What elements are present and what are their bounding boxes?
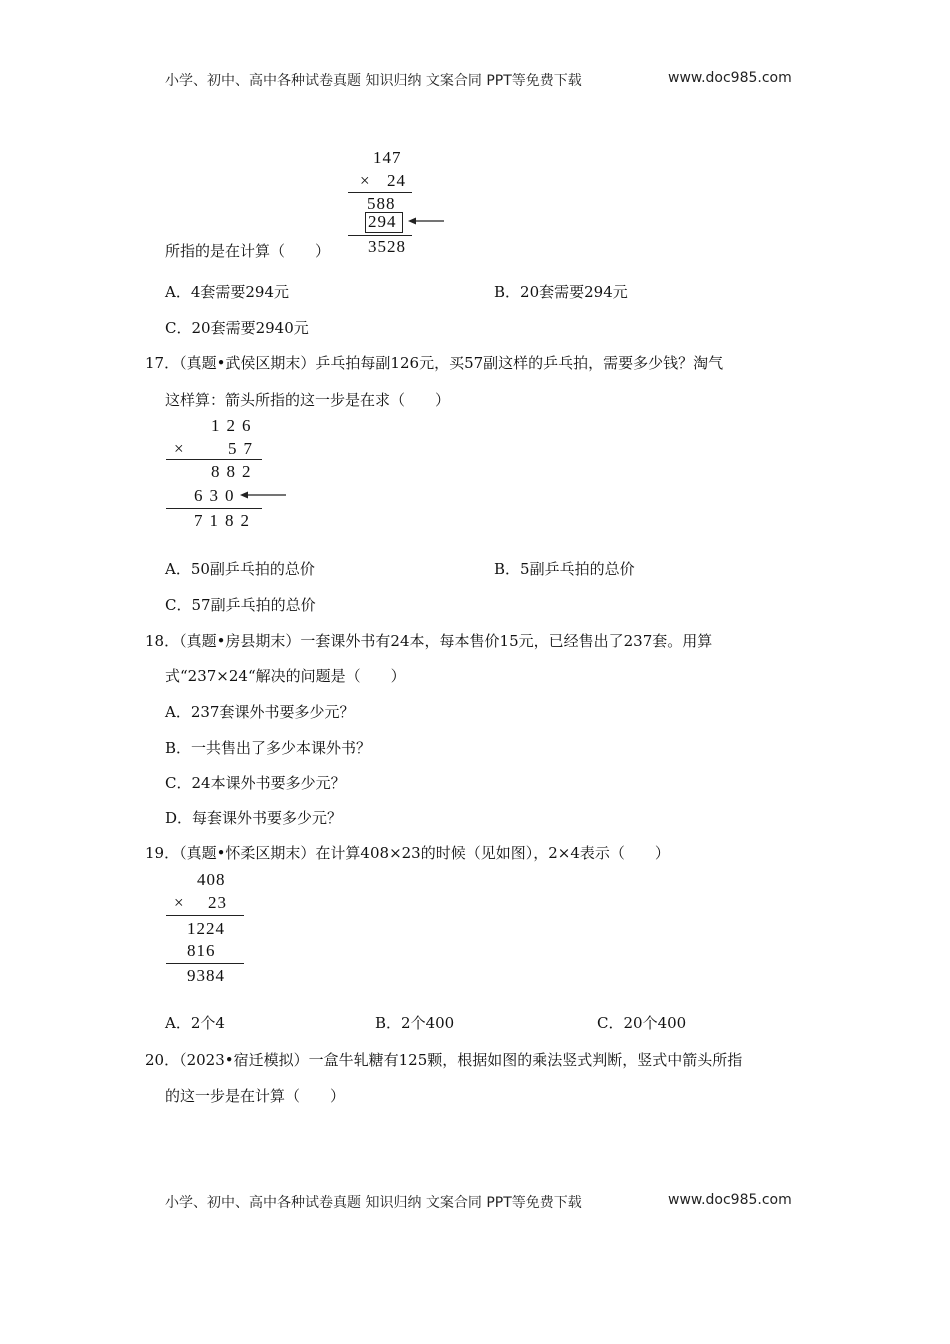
q19-option-b[interactable]: B．2个400 xyxy=(375,1014,455,1032)
q17-stem-line2: 这样算：箭头所指的这一步是在求（ ） xyxy=(165,391,451,409)
q18-option-b[interactable]: B．一共售出了多少本课外书？ xyxy=(165,739,372,757)
q19-partial-1: 1224 xyxy=(187,919,225,938)
q16-option-b[interactable]: B．20套需要294元 xyxy=(494,283,628,301)
q19-times-sign: × xyxy=(174,893,185,912)
q18-option-a[interactable]: A．237套课外书要多少元？ xyxy=(165,703,355,721)
q18-stem-line2: 式“237×24“解决的问题是（ ） xyxy=(165,667,406,685)
q16-multiplier: 24 xyxy=(387,171,406,190)
q17-partial-2: 630 xyxy=(194,486,241,505)
q19-multiplier: 23 xyxy=(208,893,227,912)
q16-stem: 所指的是在计算（ ） xyxy=(165,242,331,260)
q16-rule-2 xyxy=(348,235,412,236)
q17-rule-2 xyxy=(166,508,262,509)
q17-option-c[interactable]: C．57副乒乓拍的总价 xyxy=(165,596,316,614)
q17-multiplicand: 126 xyxy=(211,416,258,435)
q16-option-c[interactable]: C．20套需要2940元 xyxy=(165,319,309,337)
q16-multiplicand: 147 xyxy=(373,148,402,167)
q18-stem-line1: 18．（真题•房县期末）一套课外书有24本，每本售价15元，已经售出了237套。用算 xyxy=(145,632,713,650)
q17-times-sign: × xyxy=(174,439,185,458)
q19-stem: 19．（真题•怀柔区期末）在计算408×23的时候（见如图），2×4表示（ ） xyxy=(145,844,670,862)
q20-stem-line2: 的这一步是在计算（ ） xyxy=(165,1087,346,1105)
page-header-text: 小学、初中、高中各种试卷真题 知识归纳 文案合同 PPT等免费下载 xyxy=(165,73,582,89)
q17-result: 7182 xyxy=(194,511,256,530)
q17-option-a[interactable]: A．50副乒乓拍的总价 xyxy=(165,560,315,578)
q16-times-sign: × xyxy=(360,171,371,190)
q17-rule-1 xyxy=(166,459,262,460)
q16-rule-1 xyxy=(348,192,412,193)
page-footer-text: 小学、初中、高中各种试卷真题 知识归纳 文案合同 PPT等免费下载 xyxy=(165,1195,582,1211)
q16-result: 3528 xyxy=(368,237,406,256)
q19-rule-2 xyxy=(166,963,244,964)
q17-option-b[interactable]: B．5副乒乓拍的总价 xyxy=(494,560,635,578)
q19-result: 9384 xyxy=(187,966,225,985)
q18-option-d[interactable]: D．每套课外书要多少元？ xyxy=(165,809,343,827)
q19-multiplicand: 408 xyxy=(197,870,226,889)
q16-option-a[interactable]: A．4套需要294元 xyxy=(165,283,290,301)
q16-partial-2: 294 xyxy=(368,212,397,231)
page-header-url[interactable]: www.doc985.com xyxy=(668,70,792,86)
q17-stem-line1: 17．（真题•武侯区期末）乒乓拍每副126元，买57副这样的乒乓拍，需要多少钱？淘气 xyxy=(145,354,724,372)
q19-partial-2: 816 xyxy=(187,941,216,960)
q16-partial-1: 588 xyxy=(367,194,396,213)
q19-option-c[interactable]: C．20个400 xyxy=(597,1014,687,1032)
q19-rule-1 xyxy=(166,915,244,916)
q17-multiplier: 57 xyxy=(228,439,259,458)
q19-option-a[interactable]: A．2个4 xyxy=(165,1014,225,1032)
q16-arrow-icon xyxy=(408,214,446,228)
q17-partial-1: 882 xyxy=(211,462,258,481)
q17-arrow-icon xyxy=(240,488,288,502)
page-footer-url[interactable]: www.doc985.com xyxy=(668,1192,792,1208)
q18-option-c[interactable]: C．24本课外书要多少元？ xyxy=(165,774,346,792)
q20-stem-line1: 20．（2023•宿迁模拟）一盒牛轧糖有125颗，根据如图的乘法竖式判断，竖式中箭头所指 xyxy=(145,1051,743,1069)
